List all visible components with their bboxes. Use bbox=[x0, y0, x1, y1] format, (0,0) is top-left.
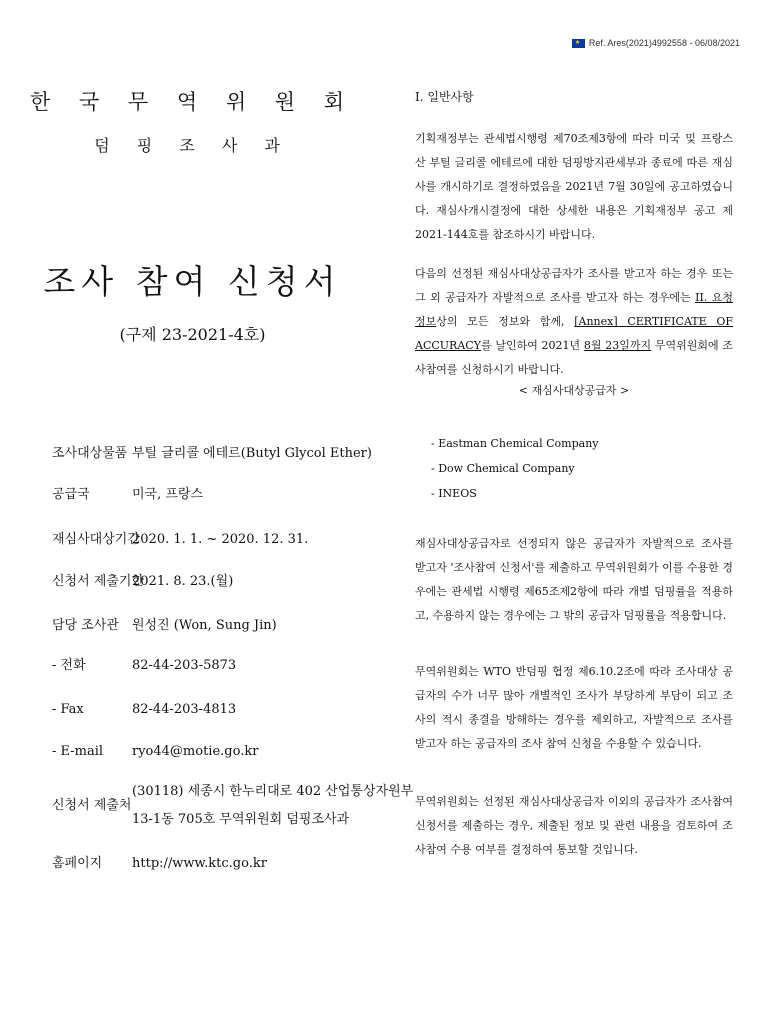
info-row-product bbox=[52, 440, 372, 468]
paragraph-voluntary-respondents: 재심사대상공급자로 선정되지 않은 공급자가 자발적으로 조사를 받고자 '조사참여 신청서'를 제출하고 무역위원회가 이를 수용한 경우에는 관세법 시행령 제65조제2항에 따라 개별 덤핑률을 적용하고, 수용하지 않는 경우에는 그 밖의 공급자 덤핑률을 적용합니다. bbox=[415, 537, 733, 622]
info-label: 공급국 bbox=[52, 487, 90, 502]
text-span: 를 날인하여 2021년 bbox=[480, 339, 584, 352]
info-label: 조사대상물품 bbox=[52, 446, 128, 461]
organization-name: 한 국 무 역 위 원 회 bbox=[29, 90, 356, 114]
info-label: - Fax bbox=[52, 702, 84, 717]
info-row-fax bbox=[52, 696, 236, 724]
document-title: 조사 참여 신청서 bbox=[43, 262, 342, 301]
suppliers-heading: < 재심사대상공급자 > bbox=[518, 384, 630, 397]
department-name: 덤 핑 조 사 과 bbox=[94, 136, 291, 155]
supplier-item: - Eastman Chemical Company bbox=[431, 437, 599, 450]
info-row-period bbox=[52, 526, 308, 554]
info-row-phone bbox=[52, 652, 236, 680]
underlined-text: 8월 23일까지 bbox=[583, 339, 652, 352]
info-value: 82-44-203-4813 bbox=[132, 702, 237, 717]
case-number: (구제 23-2021-4호) bbox=[119, 325, 266, 344]
info-row-deadline bbox=[52, 568, 233, 596]
info-value: 2020. 1. 1. ~ 2020. 12. 31. bbox=[132, 532, 309, 547]
supplier-item: - Dow Chemical Company bbox=[431, 462, 575, 475]
info-row-homepage bbox=[52, 850, 267, 878]
underlined-text: II. 요청정보 bbox=[415, 291, 733, 328]
paragraph-wto-rule: 무역위원회는 WTO 반덤핑 협정 제6.10.2조에 따라 조사대상 공급자의 수가 너무 많아 개별적인 조사가 부당하게 부담이 되고 조사의 적시 종결을 방해하는 경우를 제외하고, 자발적으로 조사를 받고자 하는 공급자의 조사 참여 신청을 수용할 수 있습니다. bbox=[415, 665, 733, 750]
info-row-email bbox=[52, 738, 258, 766]
info-value: 부틸 글리콜 에테르(Butyl Glycol Ether) bbox=[132, 446, 372, 461]
info-value[interactable]: ryo44@motie.go.kr bbox=[132, 744, 259, 759]
paragraph-participation-request bbox=[415, 262, 733, 382]
info-row-submit-address bbox=[52, 778, 413, 834]
text-span: 상의 모든 정보와 함께, bbox=[436, 315, 575, 328]
info-value-line2: 13-1동 705호 무역위원회 덤핑조사과 bbox=[132, 812, 350, 827]
homepage-link[interactable]: http://www.ktc.go.kr bbox=[132, 856, 267, 871]
info-label: 재심사대상기간 bbox=[52, 532, 140, 547]
right-column bbox=[415, 0, 733, 1024]
info-label: - E-mail bbox=[52, 744, 104, 759]
info-label: 담당 조사관 bbox=[52, 618, 119, 633]
info-label: 홈페이지 bbox=[52, 856, 103, 871]
underlined-text: [Annex] CERTIFICATE OF ACCURACY bbox=[415, 315, 734, 352]
info-value: 2021. 8. 23.(월) bbox=[132, 574, 234, 589]
info-value: 미국, 프랑스 bbox=[132, 487, 204, 502]
info-value: 원성진 (Won, Sung Jin) bbox=[132, 618, 277, 633]
info-row-investigator bbox=[52, 612, 277, 640]
section-title: I. 일반사항 bbox=[415, 90, 474, 104]
info-row-country bbox=[52, 481, 203, 509]
info-value: (30118) 세종시 한누리대로 402 산업통상자원부 bbox=[132, 784, 414, 799]
text-span: 무역위원회에 조사참여를 신청하시기 바랍니다. bbox=[415, 339, 733, 376]
paragraph-decision-notice: 무역위원회는 선정된 재심사대상공급자 이외의 공급자가 조사참여 신청서를 제출하는 경우, 제출된 정보 및 관련 내용을 검토하여 조사참여 수용 여부를 결정하여 통보할 것입니다. bbox=[415, 795, 733, 856]
address-block bbox=[132, 778, 413, 834]
info-value: 82-44-203-5873 bbox=[132, 658, 237, 673]
reference-text: Ref. Ares(2021)4992558 - 06/08/2021 bbox=[588, 38, 740, 48]
info-label: 신청서 제출처 bbox=[52, 798, 132, 813]
info-label: 신청서 제출기한 bbox=[52, 574, 145, 589]
info-label: - 전화 bbox=[52, 658, 86, 673]
text-span: 다음의 선정된 재심사대상공급자가 조사를 받고자 하는 경우 또는 그 외 공급자가 자발적으로 조사를 받고자 하는 경우에는 bbox=[415, 267, 733, 304]
paragraph-review-notice: 기획재정부는 관세법시행령 제70조제3항에 따라 미국 및 프랑스산 부틸 글리콜 에테르에 대한 덤핑방지관세부과 종료에 따른 재심사를 개시하기로 결정하였음을 2021년 7월 30일에 공고하였습니다. 재심사개시결정에 대한 상세한 내용은 기획재정부 공고 제2021-144호를 참조하시기 바랍니다. bbox=[415, 132, 733, 241]
supplier-item: - INEOS bbox=[431, 487, 477, 500]
